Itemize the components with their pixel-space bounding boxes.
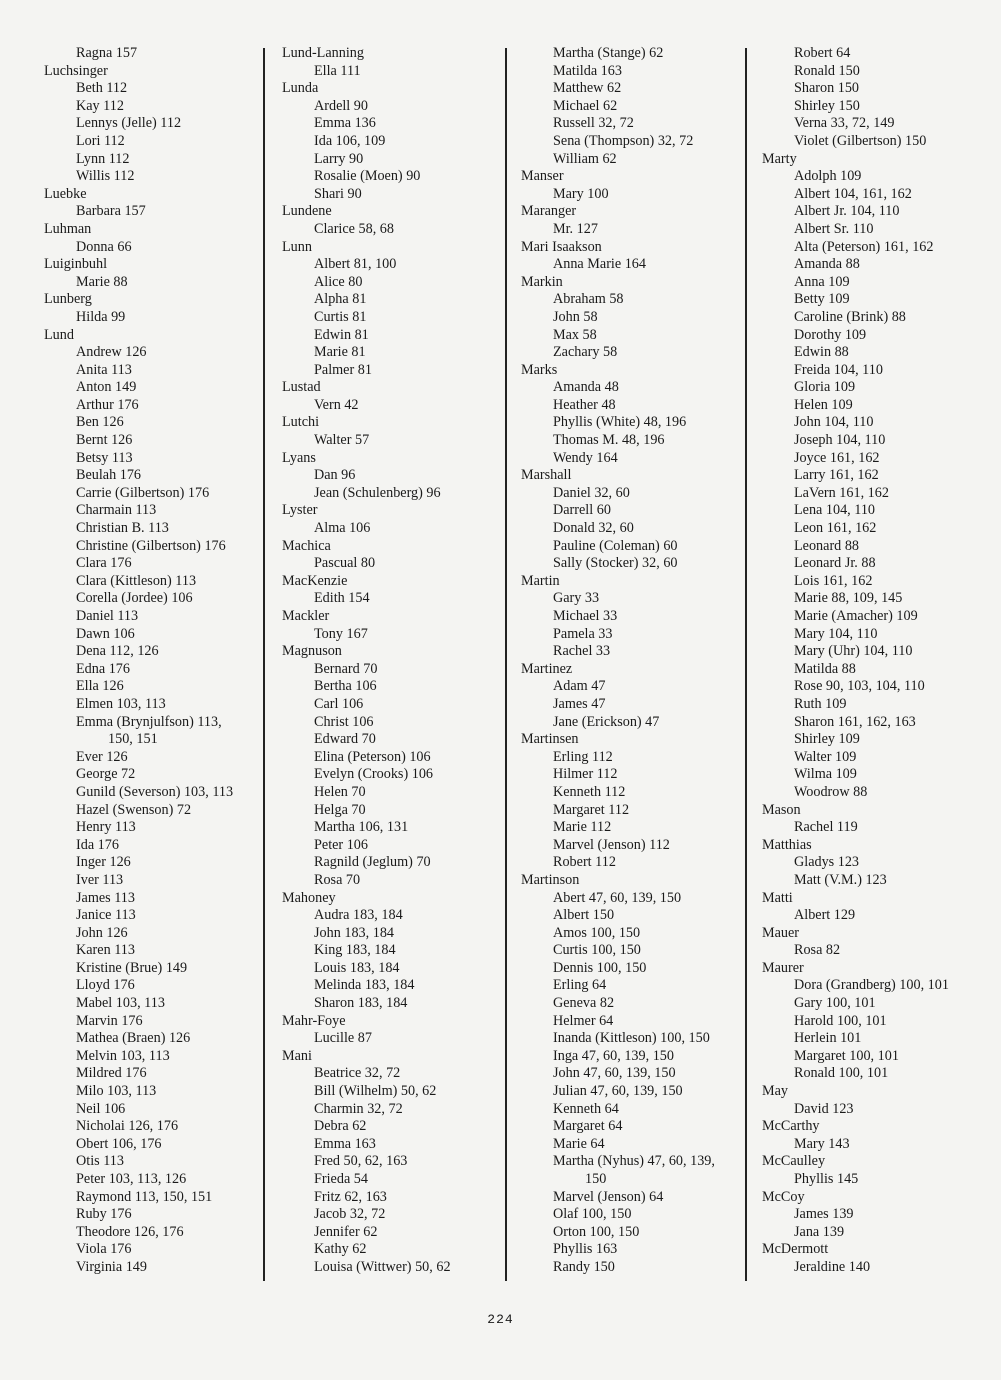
name-entry: Margaret 64 xyxy=(553,1118,623,1135)
surname-heading: Lyster xyxy=(282,502,318,519)
name-entry: Julian 47, 60, 139, 150 xyxy=(553,1083,683,1100)
index-column-1 xyxy=(44,45,264,1277)
surname-heading: McCarthy xyxy=(762,1118,820,1135)
name-entry: Dora (Grandberg) 100, 101 xyxy=(794,977,949,994)
name-entry: Ella 111 xyxy=(314,62,361,79)
name-entry: Carl 106 xyxy=(314,695,364,712)
name-entry: Rachel 119 xyxy=(794,819,858,836)
name-entry: Violet (Gilbertson) 150 xyxy=(794,132,927,149)
name-entry: Gladys 123 xyxy=(794,854,860,871)
name-entry: Erling 64 xyxy=(553,977,607,994)
surname-heading: Martin xyxy=(521,572,560,589)
page-number: 224 xyxy=(487,1312,514,1327)
name-entry: Matilda 163 xyxy=(553,62,622,79)
name-entry: Jeraldine 140 xyxy=(794,1258,871,1275)
name-entry: Peter 103, 113, 126 xyxy=(76,1171,187,1187)
name-entry: Lori 112 xyxy=(76,132,125,149)
name-entry: Inga 47, 60, 139, 150 xyxy=(553,1047,674,1064)
name-entry: Bernard 70 xyxy=(314,660,378,677)
name-entry: Elina (Peterson) 106 xyxy=(314,748,431,765)
name-entry: Ruby 176 xyxy=(76,1206,132,1223)
name-entry: Alpha 81 xyxy=(314,291,367,308)
name-entry: Margaret 112 xyxy=(553,801,630,818)
name-entry: Max 58 xyxy=(553,326,597,343)
name-entry: Virginia 149 xyxy=(76,1258,147,1275)
name-entry: Anton 149 xyxy=(76,379,137,396)
name-entry: Sharon 161, 162, 163 xyxy=(794,713,916,730)
surname-heading: McCaulley xyxy=(762,1153,826,1170)
name-entry: Lena 104, 110 xyxy=(794,502,876,519)
surname-heading: McCoy xyxy=(762,1188,805,1205)
name-entry: Fred 50, 62, 163 xyxy=(314,1153,408,1170)
name-entry: Albert 129 xyxy=(794,907,856,924)
column-divider xyxy=(505,48,507,1281)
name-entry: Alta (Peterson) 161, 162 xyxy=(794,238,934,255)
surname-heading: Luchsinger xyxy=(44,62,108,79)
index-column-4 xyxy=(762,45,982,1277)
name-entry: Marie 88, 109, 145 xyxy=(794,590,903,607)
name-entry: Kathy 62 xyxy=(314,1241,367,1258)
name-entry: Rosa 82 xyxy=(794,942,841,959)
name-entry: Willis 112 xyxy=(76,168,135,185)
name-entry: Louisa (Wittwer) 50, 62 xyxy=(314,1258,451,1275)
name-entry: Mabel 103, 113 xyxy=(76,995,165,1012)
name-entry: Marie 112 xyxy=(553,819,612,836)
name-entry: Lucille 87 xyxy=(314,1030,372,1047)
name-entry: Ella 126 xyxy=(76,678,124,695)
name-entry: Christ 106 xyxy=(314,713,374,730)
name-entry: Karen 113 xyxy=(76,942,135,959)
column-divider xyxy=(745,48,747,1281)
name-entry: Edwin 88 xyxy=(794,344,849,361)
index-column-3 xyxy=(521,45,741,1277)
name-entry: Phyllis 145 xyxy=(794,1171,859,1187)
surname-heading: McDermott xyxy=(762,1241,829,1258)
surname-heading: Luhman xyxy=(44,220,92,237)
name-entry: Dawn 106 xyxy=(76,625,135,642)
surname-heading: MacKenzie xyxy=(282,572,348,589)
name-entry: Shirley 150 xyxy=(794,97,860,114)
surname-heading: Lutchi xyxy=(282,414,320,431)
name-entry: King 183, 184 xyxy=(314,942,396,959)
name-entry: Sena (Thompson) 32, 72 xyxy=(553,132,694,149)
surname-heading: Mauer xyxy=(762,924,800,941)
name-entry: Arthur 176 xyxy=(76,396,139,413)
surname-heading: Matti xyxy=(762,889,793,906)
index-column-2 xyxy=(282,45,502,1277)
surname-heading: Matthias xyxy=(762,836,812,853)
name-entry: Bertha 106 xyxy=(314,678,377,695)
surname-heading: Markin xyxy=(521,273,563,290)
surname-heading: Lund-Lanning xyxy=(282,45,364,61)
surname-heading: Lundene xyxy=(282,203,332,220)
name-entry: Alice 80 xyxy=(314,273,363,290)
name-entry: John 104, 110 xyxy=(794,414,874,431)
name-entry: Marie (Amacher) 109 xyxy=(794,608,918,624)
name-entry: Milo 103, 113 xyxy=(76,1083,157,1100)
name-entry: Sharon 150 xyxy=(794,80,860,97)
name-entry: Ardell 90 xyxy=(314,97,368,114)
surname-heading: Lunn xyxy=(282,238,312,255)
surname-heading: Maurer xyxy=(762,959,804,976)
name-entry: Rosalie (Moen) 90 xyxy=(314,168,421,185)
name-entry: John 183, 184 xyxy=(314,924,395,941)
name-entry: Leonard 88 xyxy=(794,537,860,554)
continuation-line: 150 xyxy=(585,1171,607,1187)
name-entry: John 126 xyxy=(76,924,128,941)
name-entry: Clara 176 xyxy=(76,555,132,572)
name-entry: Shari 90 xyxy=(314,185,362,202)
surname-heading: Mackler xyxy=(282,608,330,624)
name-entry: Inanda (Kittleson) 100, 150 xyxy=(553,1030,710,1047)
name-entry: Edna 176 xyxy=(76,660,130,677)
surname-heading: Mason xyxy=(762,801,801,818)
name-entry: Harold 100, 101 xyxy=(794,1012,887,1029)
name-entry: Mildred 176 xyxy=(76,1065,147,1082)
name-entry: Henry 113 xyxy=(76,819,136,836)
name-entry: Matt (V.M.) 123 xyxy=(794,871,887,888)
name-entry: Barbara 157 xyxy=(76,203,146,220)
name-entry: Marvel (Jenson) 112 xyxy=(553,836,670,853)
name-entry: Walter 57 xyxy=(314,432,370,449)
name-entry: Pamela 33 xyxy=(553,625,613,642)
name-entry: Curtis 100, 150 xyxy=(553,942,641,959)
name-entry: Marvel (Jenson) 64 xyxy=(553,1188,664,1205)
name-entry: Dennis 100, 150 xyxy=(553,959,647,976)
name-entry: LaVern 161, 162 xyxy=(794,484,889,501)
name-entry: Martha 106, 131 xyxy=(314,819,409,836)
name-entry: Ronald 100, 101 xyxy=(794,1065,889,1082)
name-entry: Abraham 58 xyxy=(553,291,624,308)
name-entry: Martha (Stange) 62 xyxy=(553,45,664,61)
name-entry: Kay 112 xyxy=(76,97,124,114)
name-entry: Amanda 88 xyxy=(794,256,860,273)
name-entry: Orton 100, 150 xyxy=(553,1223,640,1240)
name-entry: Lennys (Jelle) 112 xyxy=(76,115,182,132)
name-entry: Caroline (Brink) 88 xyxy=(794,308,906,325)
column-divider xyxy=(263,48,265,1281)
name-entry: Walter 109 xyxy=(794,748,857,765)
surname-heading: Mari Isaakson xyxy=(521,238,602,255)
name-entry: Martha (Nyhus) 47, 60, 139, xyxy=(553,1153,715,1170)
name-entry: Andrew 126 xyxy=(76,344,147,361)
name-entry: Dorothy 109 xyxy=(794,326,867,343)
name-entry: Michael 62 xyxy=(553,97,618,114)
name-entry: Inger 126 xyxy=(76,854,131,871)
name-entry: Gloria 109 xyxy=(794,379,856,396)
name-entry: Edwin 81 xyxy=(314,326,369,343)
name-entry: Jennifer 62 xyxy=(314,1223,378,1240)
surname-heading: Lunberg xyxy=(44,291,92,308)
name-entry: Randy 150 xyxy=(553,1258,615,1275)
name-entry: Albert 104, 161, 162 xyxy=(794,185,912,202)
name-entry: George 72 xyxy=(76,766,136,783)
surname-heading: Mahr-Foye xyxy=(282,1012,346,1029)
name-entry: Zachary 58 xyxy=(553,344,618,361)
name-entry: Daniel 32, 60 xyxy=(553,484,630,501)
surname-heading: Luebke xyxy=(44,185,87,202)
name-entry: Viola 176 xyxy=(76,1241,132,1258)
surname-heading: Lunda xyxy=(282,80,319,97)
name-entry: Helmer 64 xyxy=(553,1012,614,1029)
name-entry: Kenneth 112 xyxy=(553,783,626,800)
name-entry: Anna 109 xyxy=(794,273,850,290)
surname-heading: Lustad xyxy=(282,379,321,396)
name-entry: Erling 112 xyxy=(553,748,613,765)
name-entry: Palmer 81 xyxy=(314,361,372,378)
name-entry: Christian B. 113 xyxy=(76,520,169,537)
name-entry: Pauline (Coleman) 60 xyxy=(553,537,678,554)
surname-heading: Magnuson xyxy=(282,643,342,660)
name-entry: Kristine (Brue) 149 xyxy=(76,959,188,976)
name-entry: Alma 106 xyxy=(314,520,371,537)
name-entry: Abert 47, 60, 139, 150 xyxy=(553,889,682,906)
name-entry: Dan 96 xyxy=(314,467,356,484)
name-entry: Heather 48 xyxy=(553,396,616,413)
name-entry: Clara (Kittleson) 113 xyxy=(76,572,197,589)
name-entry: Verna 33, 72, 149 xyxy=(794,115,895,132)
name-entry: Marie 88 xyxy=(76,273,128,290)
name-entry: Jana 139 xyxy=(794,1223,845,1240)
name-entry: Daniel 113 xyxy=(76,608,139,624)
name-entry: Janice 113 xyxy=(76,907,136,924)
name-entry: Raymond 113, 150, 151 xyxy=(76,1188,213,1205)
name-entry: Mr. 127 xyxy=(553,220,598,237)
name-entry: Michael 33 xyxy=(553,608,618,624)
name-entry: Peter 106 xyxy=(314,836,368,853)
name-entry: Matthew 62 xyxy=(553,80,622,97)
name-entry: Theodore 126, 176 xyxy=(76,1223,184,1240)
surname-heading: Martinsen xyxy=(521,731,579,748)
name-entry: Mary 143 xyxy=(794,1135,850,1152)
surname-heading: Lyans xyxy=(282,449,316,466)
name-entry: Margaret 100, 101 xyxy=(794,1047,899,1064)
name-entry: Jacob 32, 72 xyxy=(314,1206,386,1223)
name-entry: Mary 104, 110 xyxy=(794,625,878,642)
name-entry: Ragnild (Jeglum) 70 xyxy=(314,854,431,871)
name-entry: Phyllis (White) 48, 196 xyxy=(553,414,687,431)
name-entry: Herlein 101 xyxy=(794,1030,862,1047)
name-entry: Sally (Stocker) 32, 60 xyxy=(553,555,678,572)
surname-heading: May xyxy=(762,1083,789,1100)
name-entry: Leon 161, 162 xyxy=(794,520,877,537)
name-entry: Helga 70 xyxy=(314,801,366,818)
name-entry: Ragna 157 xyxy=(76,45,138,61)
name-entry: Rosa 70 xyxy=(314,871,361,888)
name-entry: Pascual 80 xyxy=(314,555,376,572)
name-entry: Marie 81 xyxy=(314,344,366,361)
name-entry: Beulah 176 xyxy=(76,467,142,484)
name-entry: Gary 100, 101 xyxy=(794,995,876,1012)
name-entry: Kenneth 64 xyxy=(553,1100,619,1117)
name-entry: Emma 163 xyxy=(314,1135,376,1152)
name-entry: Corella (Jordee) 106 xyxy=(76,590,193,607)
name-entry: Christine (Gilbertson) 176 xyxy=(76,537,226,554)
name-entry: Dena 112, 126 xyxy=(76,643,159,660)
name-entry: John 58 xyxy=(553,308,598,325)
name-entry: Albert 81, 100 xyxy=(314,256,397,273)
name-entry: Obert 106, 176 xyxy=(76,1135,162,1152)
name-entry: Darrell 60 xyxy=(553,502,611,519)
name-entry: Jane (Erickson) 47 xyxy=(553,713,660,730)
name-entry: Bernt 126 xyxy=(76,432,133,449)
name-entry: Louis 183, 184 xyxy=(314,959,400,976)
name-entry: Charmain 113 xyxy=(76,502,157,519)
name-entry: Leonard Jr. 88 xyxy=(794,555,876,572)
name-entry: Amanda 48 xyxy=(553,379,619,396)
surname-heading: Marshall xyxy=(521,467,572,484)
surname-heading: Mani xyxy=(282,1047,312,1064)
name-entry: Carrie (Gilbertson) 176 xyxy=(76,484,210,501)
name-entry: Rachel 33 xyxy=(553,643,611,660)
surname-heading: Luiginbuhl xyxy=(44,256,108,273)
name-entry: Charmin 32, 72 xyxy=(314,1100,403,1117)
name-entry: Anna Marie 164 xyxy=(553,256,646,273)
surname-heading: Manser xyxy=(521,168,564,185)
name-entry: Marvin 176 xyxy=(76,1012,143,1029)
name-entry: Albert Jr. 104, 110 xyxy=(794,203,900,220)
name-entry: Amos 100, 150 xyxy=(553,924,641,941)
name-entry: Nicholai 126, 176 xyxy=(76,1118,179,1135)
name-entry: Beatrice 32, 72 xyxy=(314,1065,401,1082)
name-entry: Matilda 88 xyxy=(794,660,856,677)
name-entry: Helen 70 xyxy=(314,783,366,800)
name-entry: Wilma 109 xyxy=(794,766,857,783)
name-entry: Anita 113 xyxy=(76,361,132,378)
surname-heading: Marks xyxy=(521,361,558,378)
name-entry: Gary 33 xyxy=(553,590,600,607)
surname-heading: Lund xyxy=(44,326,74,343)
name-entry: Albert Sr. 110 xyxy=(794,220,874,237)
name-entry: James 47 xyxy=(553,695,606,712)
name-entry: Audra 183, 184 xyxy=(314,907,403,924)
name-entry: Marie 64 xyxy=(553,1135,605,1152)
name-entry: Thomas M. 48, 196 xyxy=(553,432,665,449)
name-entry: Woodrow 88 xyxy=(794,783,868,800)
name-entry: Robert 112 xyxy=(553,854,616,871)
name-entry: Vern 42 xyxy=(314,396,359,413)
name-entry: Ruth 109 xyxy=(794,695,847,712)
name-entry: Geneva 82 xyxy=(553,995,615,1012)
name-entry: Iver 113 xyxy=(76,871,124,888)
name-entry: William 62 xyxy=(553,150,617,167)
name-entry: Sharon 183, 184 xyxy=(314,995,408,1012)
name-entry: Gunild (Severson) 103, 113 xyxy=(76,783,234,800)
name-entry: Olaf 100, 150 xyxy=(553,1206,632,1223)
name-entry: Helen 109 xyxy=(794,396,853,413)
surname-heading: Martinez xyxy=(521,660,573,677)
name-entry: Joyce 161, 162 xyxy=(794,449,880,466)
name-entry: Clarice 58, 68 xyxy=(314,220,394,237)
name-entry: Mary (Uhr) 104, 110 xyxy=(794,643,913,660)
surname-heading: Machica xyxy=(282,537,331,554)
name-entry: Emma 136 xyxy=(314,115,376,132)
name-entry: Robert 64 xyxy=(794,45,851,61)
name-entry: Frieda 54 xyxy=(314,1171,368,1187)
name-entry: Debra 62 xyxy=(314,1118,367,1135)
name-entry: Larry 90 xyxy=(314,150,364,167)
name-entry: Melinda 183, 184 xyxy=(314,977,415,994)
name-entry: Jean (Schulenberg) 96 xyxy=(314,484,441,501)
name-entry: Edward 70 xyxy=(314,731,376,748)
name-entry: Larry 161, 162 xyxy=(794,467,879,484)
continuation-line: 150, 151 xyxy=(108,731,158,748)
surname-heading: Maranger xyxy=(521,203,577,220)
name-entry: Evelyn (Crooks) 106 xyxy=(314,766,434,783)
name-entry: Curtis 81 xyxy=(314,308,367,325)
name-entry: Fritz 62, 163 xyxy=(314,1188,387,1205)
name-entry: Ben 126 xyxy=(76,414,124,431)
name-entry: Joseph 104, 110 xyxy=(794,432,886,449)
name-entry: Freida 104, 110 xyxy=(794,361,883,378)
name-entry: Wendy 164 xyxy=(553,449,618,466)
name-entry: Otis 113 xyxy=(76,1153,124,1170)
surname-heading: Mahoney xyxy=(282,889,336,906)
name-entry: Bill (Wilhelm) 50, 62 xyxy=(314,1083,437,1100)
name-entry: Ida 176 xyxy=(76,836,119,853)
name-entry: James 139 xyxy=(794,1206,854,1223)
name-entry: John 47, 60, 139, 150 xyxy=(553,1065,676,1082)
name-entry: Hilmer 112 xyxy=(553,766,618,783)
name-entry: Melvin 103, 113 xyxy=(76,1047,170,1064)
surname-heading: Marty xyxy=(762,150,797,167)
name-entry: Lynn 112 xyxy=(76,150,130,167)
name-entry: Donald 32, 60 xyxy=(553,520,634,537)
name-entry: Lois 161, 162 xyxy=(794,572,873,589)
name-entry: Betty 109 xyxy=(794,291,850,308)
name-entry: Mary 100 xyxy=(553,185,609,202)
name-entry: Emma (Brynjulfson) 113, xyxy=(76,713,222,730)
name-entry: Neil 106 xyxy=(76,1100,126,1117)
name-entry: Adolph 109 xyxy=(794,168,862,185)
name-entry: Beth 112 xyxy=(76,80,128,97)
name-entry: Ida 106, 109 xyxy=(314,132,386,149)
name-entry: Adam 47 xyxy=(553,678,606,695)
name-entry: Hazel (Swenson) 72 xyxy=(76,801,192,818)
name-entry: Hilda 99 xyxy=(76,308,126,325)
name-entry: Betsy 113 xyxy=(76,449,133,466)
name-entry: Shirley 109 xyxy=(794,731,860,748)
name-entry: Ronald 150 xyxy=(794,62,860,79)
name-entry: Russell 32, 72 xyxy=(553,115,634,132)
surname-heading: Martinson xyxy=(521,871,580,888)
name-entry: Donna 66 xyxy=(76,238,132,255)
name-entry: Phyllis 163 xyxy=(553,1241,618,1258)
name-entry: Edith 154 xyxy=(314,590,370,607)
name-entry: Lloyd 176 xyxy=(76,977,135,994)
name-entry: James 113 xyxy=(76,889,135,906)
name-entry: Elmen 103, 113 xyxy=(76,695,166,712)
name-entry: Albert 150 xyxy=(553,907,615,924)
name-entry: Rose 90, 103, 104, 110 xyxy=(794,678,925,695)
name-entry: Mathea (Braen) 126 xyxy=(76,1030,191,1047)
name-entry: David 123 xyxy=(794,1100,854,1117)
name-entry: Tony 167 xyxy=(314,625,368,642)
name-entry: Ever 126 xyxy=(76,748,128,765)
